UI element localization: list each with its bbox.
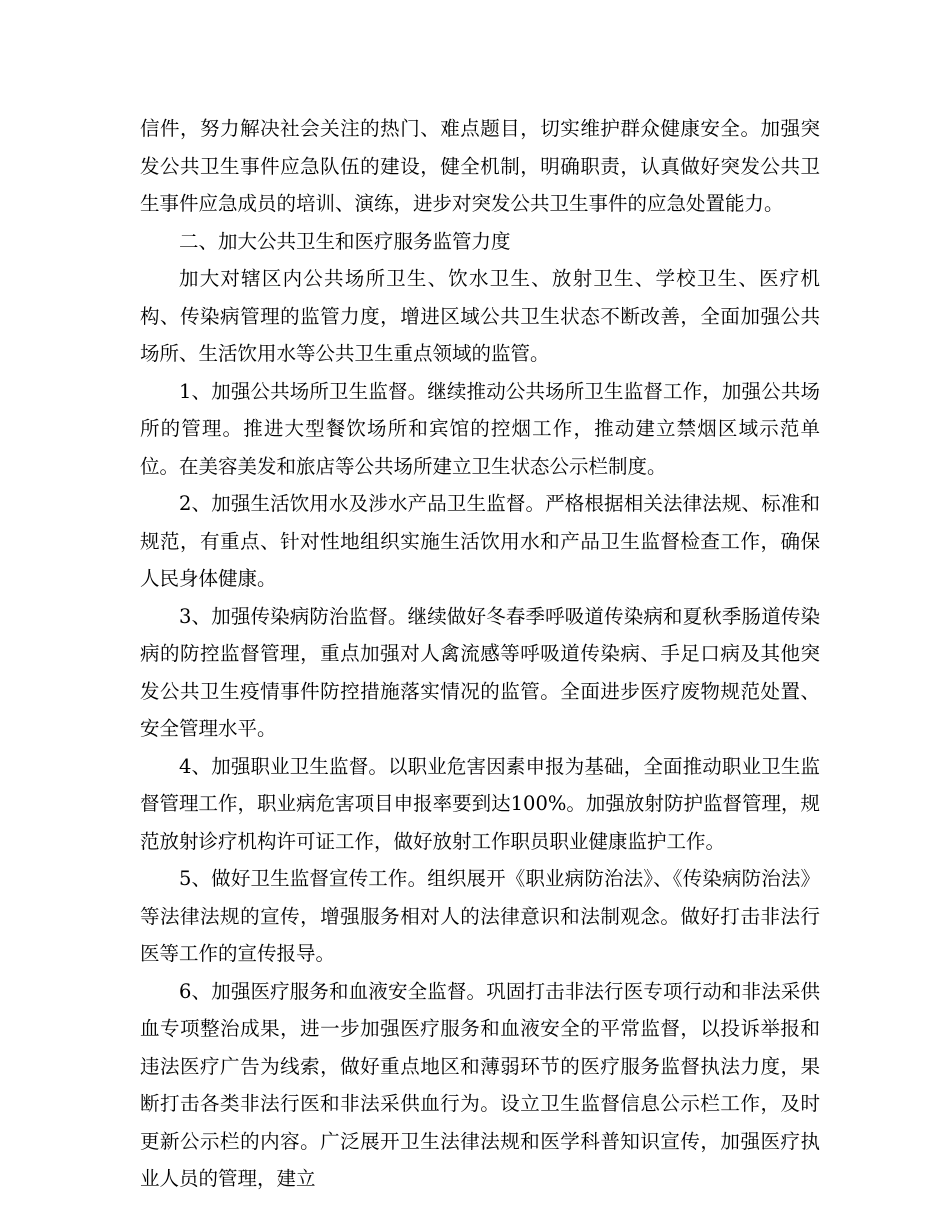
paragraph-intro: 加大对辖区内公共场所卫生、饮水卫生、放射卫生、学校卫生、医疗机构、传染病管理的监管力度，增进区域公共卫生状态不断改善，全面加强公共场所、生活饮用水等公共卫生重点领域的监管。 xyxy=(140,267,820,365)
paragraph-item-2: 2、加强生活饮用水及涉水产品卫生监督。严格根据相关法律法规、标准和规范，有重点、针对性地组织实施生活饮用水和产品卫生监督检查工作，确保人民身体健康。 xyxy=(140,492,820,590)
section-heading: 二、加大公共卫生和医疗服务监管力度 xyxy=(179,229,511,253)
paragraph-item-1: 1、加强公共场所卫生监督。继续推动公共场所卫生监督工作，加强公共场所的管理。推进大型餐饮场所和宾馆的控烟工作，推动建立禁烟区域示范单位。在美容美发和旅店等公共场所建立卫生状态公示栏制度。 xyxy=(140,379,820,478)
paragraph-item-4: 4、加强职业卫生监督。以职业危害因素申报为基础，全面推动职业卫生监督管理工作，职业病危害项目申报率要到达100%。加强放射防护监督管理，规范放射诊疗机构许可证工作，做好放射工作职员职业健康监护工作。 xyxy=(140,754,820,853)
paragraph-item-5: 5、做好卫生监督宣传工作。组织展开《职业病防治法》、《传染病防治法》等法律法规的宣传，增强服务相对人的法律意识和法制观念。做好打击非法行医等工作的宣传报导。 xyxy=(140,867,820,965)
paragraph-item-6: 6、加强医疗服务和血液安全监督。巩固打击非法行医专项行动和非法采供血专项整治成果，进一步加强医疗服务和血液安全的平常监督，以投诉举报和违法医疗广告为线索，做好重点地区和薄弱环节的医疗服务监督执法力度，果断打击各类非法行医和非法采供血行为。设立卫生监督信息公示栏工作，及时更新公示栏的内容。广泛展开卫生法律法规和医学科普知识宣传，加强医疗执业人员的管理，建立 xyxy=(140,979,820,1190)
paragraph-continued: 信件，努力解决社会关注的热门、难点题目，切实维护群众健康安全。加强突发公共卫生事件应急队伍的建设，健全机制，明确职责，认真做好突发公共卫生事件应急成员的培训、演练，进步对突发公共卫生事件的应急处置能力。 xyxy=(140,117,820,215)
document-body xyxy=(140,110,820,1198)
paragraph-item-3: 3、加强传染病防治监督。继续做好冬春季呼吸道传染病和夏秋季肠道传染病的防控监督管理，重点加强对人禽流感等呼吸道传染病、手足口病及其他突发公共卫生疫情事件防控措施落实情况的监管。全面进步医疗废物规范处置、安全管理水平。 xyxy=(140,604,820,740)
